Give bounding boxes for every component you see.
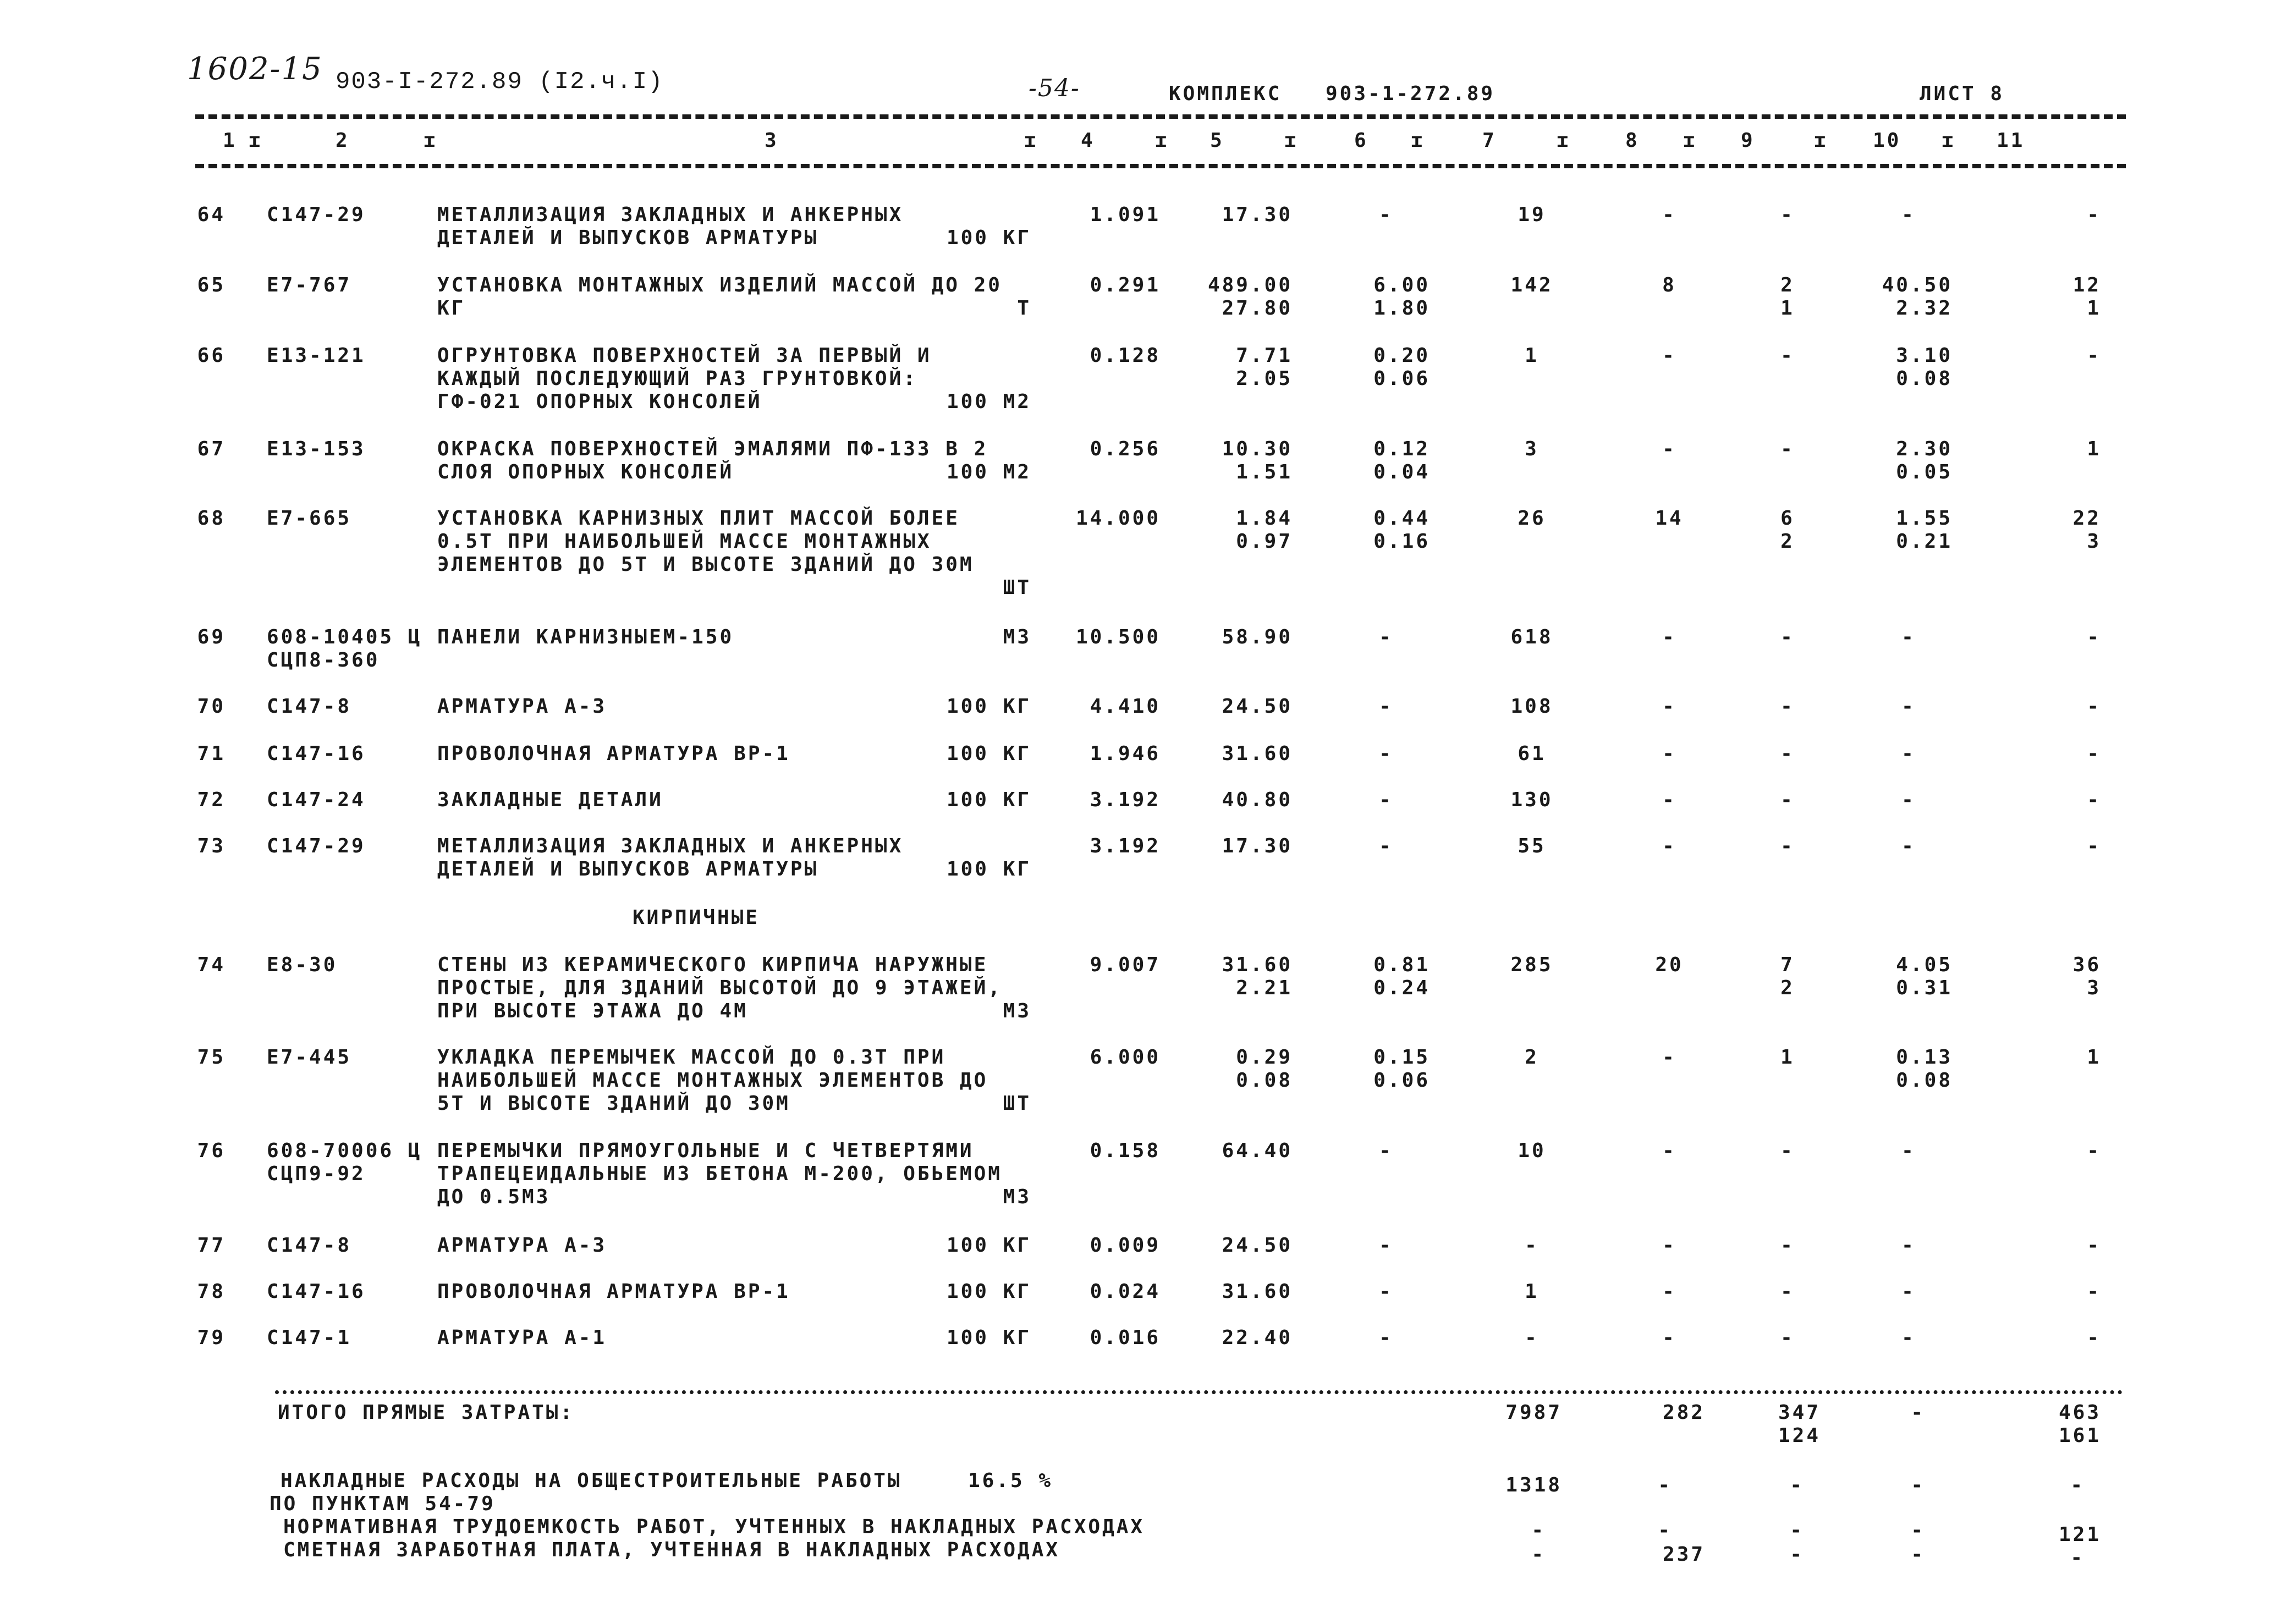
- column-header: 5: [1210, 129, 1224, 152]
- row-col5: 7.71: [1236, 344, 1293, 367]
- row-col10: -: [1901, 835, 1916, 857]
- row-col9: 1: [1780, 297, 1795, 320]
- row-description: СЛОЯ ОПОРНЫХ КОНСОЛЕЙ: [437, 461, 734, 483]
- row-unit: 100 КГ: [946, 227, 1031, 249]
- row-col7: 10: [1518, 1139, 1546, 1162]
- wages-col10: -: [1911, 1543, 1925, 1566]
- row-col9: -: [1780, 626, 1795, 648]
- row-col8: -: [1662, 1139, 1676, 1162]
- row-col9: 7: [1780, 954, 1795, 976]
- row-col7: 61: [1518, 742, 1546, 765]
- row-col11: 1: [2087, 297, 2101, 320]
- row-number: 79: [197, 1326, 226, 1349]
- row-col5: 489.00: [1207, 274, 1293, 296]
- header-rule-bottom: [195, 164, 2126, 168]
- row-description: ОКРАСКА ПОВЕРХНОСТЕЙ ЭМАЛЯМИ ПФ-133 В 2: [437, 438, 988, 460]
- row-col11: 36: [2072, 954, 2101, 976]
- row-unit: 100 КГ: [946, 789, 1031, 811]
- row-col6: 0.06: [1373, 367, 1430, 390]
- row-col6: 0.15: [1373, 1046, 1430, 1069]
- row-col10: -: [1901, 1326, 1916, 1349]
- row-col10: 2.32: [1896, 297, 1953, 320]
- row-col10: -: [1901, 695, 1916, 718]
- row-col4: 1.091: [1090, 203, 1161, 226]
- row-col5: 24.50: [1222, 695, 1293, 718]
- row-description: МЕТАЛЛИЗАЦИЯ ЗАКЛАДНЫХ И АНКЕРНЫХ: [437, 203, 904, 226]
- row-col6: 0.16: [1373, 530, 1430, 553]
- row-col7: -: [1525, 1326, 1539, 1349]
- handwritten-code: 1602-15: [187, 51, 323, 87]
- totals-col9: 347: [1778, 1401, 1821, 1424]
- row-col4: 14.000: [1075, 507, 1161, 530]
- row-col10: 0.13: [1896, 1046, 1953, 1069]
- totals-col11: 463: [2058, 1401, 2101, 1424]
- labor-col8: -: [1658, 1519, 1672, 1542]
- row-unit: Т: [1017, 297, 1031, 320]
- row-col4: 6.000: [1090, 1046, 1161, 1069]
- row-col5: 10.30: [1222, 438, 1293, 460]
- column-header: 4: [1081, 129, 1095, 152]
- row-col8: -: [1662, 1280, 1676, 1303]
- row-number: 68: [197, 507, 226, 530]
- row-col11: 1: [2087, 438, 2101, 460]
- row-code: С147-8: [267, 695, 352, 718]
- row-col11: -: [2087, 203, 2101, 226]
- row-description: ДО 0.5М3: [437, 1186, 551, 1208]
- row-col11: 3: [2087, 977, 2101, 999]
- row-col4: 0.158: [1090, 1139, 1161, 1162]
- row-col5: 58.90: [1222, 626, 1293, 648]
- row-col7: 108: [1510, 695, 1553, 718]
- row-col9: -: [1780, 835, 1795, 857]
- row-col10: 0.08: [1896, 367, 1953, 390]
- row-col6: -: [1379, 835, 1393, 857]
- row-col7: 3: [1525, 438, 1539, 460]
- row-col10: 40.50: [1882, 274, 1953, 296]
- row-number: 66: [197, 344, 226, 367]
- row-col9: 1: [1780, 1046, 1795, 1069]
- row-col6: 1.80: [1373, 297, 1430, 320]
- row-col6: 0.12: [1373, 438, 1430, 460]
- labor-label: НОРМАТИВНАЯ ТРУДОЕМКОСТЬ РАБОТ, УЧТЕННЫХ В НАКЛАДНЫХ РАСХОДАХ: [283, 1516, 1145, 1538]
- row-col6: -: [1379, 1139, 1393, 1162]
- overhead-col10: -: [1911, 1474, 1925, 1496]
- row-col6: 0.04: [1373, 461, 1430, 483]
- row-col11: -: [2087, 1234, 2101, 1257]
- row-col11: 12: [2072, 274, 2101, 296]
- row-col11: -: [2087, 626, 2101, 648]
- row-code: С147-29: [267, 203, 366, 226]
- row-code: С147-16: [267, 1280, 366, 1303]
- row-col4: 3.192: [1090, 789, 1161, 811]
- row-col8: -: [1662, 835, 1676, 857]
- row-col10: -: [1901, 1139, 1916, 1162]
- row-col10: -: [1901, 626, 1916, 648]
- wages-label: СМЕТНАЯ ЗАРАБОТНАЯ ПЛАТА, УЧТЕННАЯ В НАКЛАДНЫХ РАСХОДАХ: [283, 1539, 1060, 1561]
- row-description: ПРОВОЛОЧНАЯ АРМАТУРА ВР-1: [437, 1280, 790, 1303]
- row-description: ЗАКЛАДНЫЕ ДЕТАЛИ: [437, 789, 663, 811]
- row-unit: ШТ: [1003, 1092, 1031, 1115]
- row-col5: 17.30: [1222, 835, 1293, 857]
- row-col7: 55: [1518, 835, 1546, 857]
- row-unit: ШТ: [1003, 576, 1031, 599]
- row-col10: -: [1901, 1234, 1916, 1257]
- row-description: ДЕТАЛЕЙ И ВЫПУСКОВ АРМАТУРЫ: [437, 858, 819, 880]
- row-col4: 1.946: [1090, 742, 1161, 765]
- row-col9: -: [1780, 1139, 1795, 1162]
- row-unit: М3: [1003, 1186, 1031, 1208]
- wages-col11: -: [2070, 1546, 2085, 1569]
- row-unit: 100 КГ: [946, 858, 1031, 880]
- row-col4: 4.410: [1090, 695, 1161, 718]
- wages-col7: -: [1531, 1543, 1546, 1566]
- row-description: ГФ-021 ОПОРНЫХ КОНСОЛЕЙ: [437, 390, 762, 413]
- totals-col8: 282: [1662, 1401, 1705, 1424]
- row-col7: 142: [1510, 274, 1553, 296]
- column-header: 1: [223, 129, 237, 152]
- row-code: С147-8: [267, 1234, 352, 1257]
- row-col4: 0.016: [1090, 1326, 1161, 1349]
- row-description: АРМАТУРА А-3: [437, 1234, 607, 1257]
- project-code: 903-I-272.89 (I2.ч.I): [336, 68, 664, 96]
- row-col11: 22: [2072, 507, 2101, 530]
- sheet-label: ЛИСТ 8: [1920, 82, 2005, 105]
- overhead-col8: -: [1658, 1474, 1672, 1496]
- row-col5: 0.97: [1236, 530, 1293, 553]
- row-description: НАИБОЛЬШЕЙ МАССЕ МОНТАЖНЫХ ЭЛЕМЕНТОВ ДО: [437, 1069, 988, 1092]
- row-col11: -: [2087, 344, 2101, 367]
- row-col9: 2: [1780, 977, 1795, 999]
- row-col6: -: [1379, 1234, 1393, 1257]
- row-col5: 0.08: [1236, 1069, 1293, 1092]
- row-col8: 20: [1655, 954, 1684, 976]
- page-mark: -54-: [1029, 74, 1080, 102]
- row-code: Е7-445: [267, 1046, 352, 1069]
- row-col11: 1: [2087, 1046, 2101, 1069]
- row-unit: 100 КГ: [946, 1234, 1031, 1257]
- row-description: УСТАНОВКА МОНТАЖНЫХ ИЗДЕЛИЙ МАССОЙ ДО 20: [437, 274, 1002, 296]
- row-col6: 0.44: [1373, 507, 1430, 530]
- row-col7: 285: [1510, 954, 1553, 976]
- row-col8: 8: [1662, 274, 1676, 296]
- row-col9: 2: [1780, 274, 1795, 296]
- row-description: УКЛАДКА ПЕРЕМЫЧЕК МАССОЙ ДО 0.3Т ПРИ: [437, 1046, 946, 1069]
- row-col4: 0.291: [1090, 274, 1161, 296]
- row-col7: 1: [1525, 344, 1539, 367]
- row-col9: -: [1780, 742, 1795, 765]
- row-col10: -: [1901, 1280, 1916, 1303]
- overhead-label: НАКЛАДНЫЕ РАСХОДЫ НА ОБЩЕСТРОИТЕЛЬНЫЕ РАБОТЫ: [281, 1469, 902, 1492]
- row-col8: -: [1662, 344, 1676, 367]
- row-description: КАЖДЫЙ ПОСЛЕДУЮЩИЙ РАЗ ГРУНТОВКОЙ:: [437, 367, 917, 390]
- row-description: ЭЛЕМЕНТОВ ДО 5Т И ВЫСОТЕ ЗДАНИЙ ДО 30М: [437, 553, 974, 576]
- row-col7: 618: [1510, 626, 1553, 648]
- row-col5: 27.80: [1222, 297, 1293, 320]
- row-col5: 1.84: [1236, 507, 1293, 530]
- row-description: ПРОСТЫЕ, ДЛЯ ЗДАНИЙ ВЫСОТОЙ ДО 9 ЭТАЖЕЙ,: [437, 977, 1002, 999]
- row-number: 64: [197, 203, 226, 226]
- row-description: ПАНЕЛИ КАРНИЗНЫЕМ-150: [437, 626, 734, 648]
- totals-col9: 124: [1778, 1424, 1821, 1447]
- row-col6: 0.81: [1373, 954, 1430, 976]
- row-col5: 2.05: [1236, 367, 1293, 390]
- row-description: ТРАПЕЦЕИДАЛЬНЫЕ ИЗ БЕТОНА М-200, ОБЬЕМОМ: [437, 1163, 1002, 1185]
- row-number: 69: [197, 626, 226, 648]
- row-col8: -: [1662, 789, 1676, 811]
- column-header: 7: [1482, 129, 1497, 152]
- row-col10: 0.21: [1896, 530, 1953, 553]
- column-header: 2: [336, 129, 350, 152]
- row-col11: -: [2087, 695, 2101, 718]
- row-col7: 1: [1525, 1280, 1539, 1303]
- row-col10: -: [1901, 742, 1916, 765]
- row-code: Е7-767: [267, 274, 352, 296]
- row-col8: -: [1662, 695, 1676, 718]
- row-col10: -: [1901, 203, 1916, 226]
- row-col6: -: [1379, 695, 1393, 718]
- row-col9: -: [1780, 1234, 1795, 1257]
- row-col4: 0.128: [1090, 344, 1161, 367]
- row-col5: 31.60: [1222, 954, 1293, 976]
- row-number: 75: [197, 1046, 226, 1069]
- row-col6: 0.24: [1373, 977, 1430, 999]
- row-col8: 14: [1655, 507, 1684, 530]
- row-col9: -: [1780, 344, 1795, 367]
- row-col5: 1.51: [1236, 461, 1293, 483]
- row-description: ПРИ ВЫСОТЕ ЭТАЖА ДО 4М: [437, 1000, 748, 1022]
- row-col5: 17.30: [1222, 203, 1293, 226]
- row-code: СЦП9-92: [267, 1163, 366, 1185]
- overhead-col11: -: [2070, 1474, 2085, 1496]
- row-unit: 100 М2: [946, 390, 1031, 413]
- row-col4: 9.007: [1090, 954, 1161, 976]
- labor-col10: -: [1911, 1519, 1925, 1542]
- column-header: 8: [1625, 129, 1640, 152]
- row-code: Е13-153: [267, 438, 366, 460]
- row-col9: -: [1780, 695, 1795, 718]
- row-col5: 64.40: [1222, 1139, 1293, 1162]
- row-col4: 10.500: [1075, 626, 1161, 648]
- row-col6: -: [1379, 626, 1393, 648]
- row-col7: -: [1525, 1234, 1539, 1257]
- row-unit: 100 КГ: [946, 695, 1031, 718]
- row-col10: 0.08: [1896, 1069, 1953, 1092]
- column-header: 6: [1354, 129, 1368, 152]
- row-code: СЦП8-360: [267, 649, 380, 671]
- row-description: ПРОВОЛОЧНАЯ АРМАТУРА ВР-1: [437, 742, 790, 765]
- row-unit: 100 М2: [946, 461, 1031, 483]
- row-description: МЕТАЛЛИЗАЦИЯ ЗАКЛАДНЫХ И АНКЕРНЫХ: [437, 835, 904, 857]
- row-col7: 2: [1525, 1046, 1539, 1069]
- row-col8: -: [1662, 626, 1676, 648]
- row-col10: 3.10: [1896, 344, 1953, 367]
- row-code: 608-70006 Ц: [267, 1139, 422, 1162]
- labor-col9: -: [1790, 1519, 1804, 1542]
- row-col8: -: [1662, 1326, 1676, 1349]
- row-col5: 31.60: [1222, 742, 1293, 765]
- row-col10: 2.30: [1896, 438, 1953, 460]
- row-col7: 130: [1510, 789, 1553, 811]
- row-number: 70: [197, 695, 226, 718]
- row-description: АРМАТУРА А-3: [437, 695, 607, 718]
- labor-col7: -: [1531, 1519, 1546, 1542]
- row-unit: М3: [1003, 1000, 1031, 1022]
- row-col10: 0.05: [1896, 461, 1953, 483]
- row-col6: -: [1379, 789, 1393, 811]
- row-col4: 0.256: [1090, 438, 1161, 460]
- row-col8: -: [1662, 1046, 1676, 1069]
- row-col6: 0.20: [1373, 344, 1430, 367]
- row-number: 76: [197, 1139, 226, 1162]
- row-col11: 3: [2087, 530, 2101, 553]
- row-number: 78: [197, 1280, 226, 1303]
- row-col5: 22.40: [1222, 1326, 1293, 1349]
- row-col8: -: [1662, 1234, 1676, 1257]
- row-unit: 100 КГ: [946, 1280, 1031, 1303]
- row-col4: 0.024: [1090, 1280, 1161, 1303]
- row-col9: -: [1780, 1326, 1795, 1349]
- complex-code: 903-1-272.89: [1326, 82, 1496, 105]
- totals-label: ИТОГО ПРЯМЫЕ ЗАТРАТЫ:: [278, 1401, 575, 1424]
- row-unit: М3: [1003, 626, 1031, 648]
- row-number: 74: [197, 954, 226, 976]
- row-number: 72: [197, 789, 226, 811]
- row-col5: 24.50: [1222, 1234, 1293, 1257]
- labor-col11: 121: [2058, 1523, 2101, 1546]
- column-header: 9: [1741, 129, 1755, 152]
- row-col6: -: [1379, 203, 1393, 226]
- row-col8: -: [1662, 203, 1676, 226]
- totals-col10: -: [1911, 1401, 1925, 1424]
- row-col6: -: [1379, 742, 1393, 765]
- row-col4: 0.009: [1090, 1234, 1161, 1257]
- wages-col9: -: [1790, 1543, 1804, 1566]
- row-col9: -: [1780, 203, 1795, 226]
- row-description: ОГРУНТОВКА ПОВЕРХНОСТЕЙ ЗА ПЕРВЫЙ И: [437, 344, 932, 367]
- row-description: ДЕТАЛЕЙ И ВЫПУСКОВ АРМАТУРЫ: [437, 227, 819, 249]
- row-code: С147-1: [267, 1326, 352, 1349]
- overhead-col7: 1318: [1505, 1474, 1562, 1496]
- column-header: 11: [1997, 129, 2025, 152]
- row-description: АРМАТУРА А-1: [437, 1326, 607, 1349]
- row-col8: -: [1662, 438, 1676, 460]
- header-rule-top: [195, 114, 2126, 119]
- column-header: 10: [1873, 129, 1901, 152]
- row-col10: 0.31: [1896, 977, 1953, 999]
- row-col11: -: [2087, 1139, 2101, 1162]
- row-code: Е8-30: [267, 954, 338, 976]
- row-number: 73: [197, 835, 226, 857]
- row-code: С147-24: [267, 789, 366, 811]
- totals-rule: [275, 1390, 2123, 1394]
- row-col9: -: [1780, 789, 1795, 811]
- row-description: ПЕРЕМЫЧКИ ПРЯМОУГОЛЬНЫЕ И С ЧЕТВЕРТЯМИ: [437, 1139, 974, 1162]
- row-col11: -: [2087, 789, 2101, 811]
- overhead-col9: -: [1790, 1474, 1804, 1496]
- row-col6: -: [1379, 1326, 1393, 1349]
- row-unit: 100 КГ: [946, 1326, 1031, 1349]
- totals-col11: 161: [2058, 1424, 2101, 1447]
- row-description: 0.5Т ПРИ НАИБОЛЬШЕЙ МАССЕ МОНТАЖНЫХ: [437, 530, 932, 553]
- row-col9: 6: [1780, 507, 1795, 530]
- wages-col8: 237: [1662, 1543, 1705, 1566]
- row-col5: 0.29: [1236, 1046, 1293, 1069]
- row-col11: -: [2087, 742, 2101, 765]
- row-number: 67: [197, 438, 226, 460]
- row-col6: 0.06: [1373, 1069, 1430, 1092]
- complex-label: КОМПЛЕКС: [1169, 82, 1282, 105]
- row-col4: 3.192: [1090, 835, 1161, 857]
- section-title: КИРПИЧНЫЕ: [633, 906, 760, 929]
- row-col9: -: [1780, 438, 1795, 460]
- row-col9: -: [1780, 1280, 1795, 1303]
- row-code: С147-16: [267, 742, 366, 765]
- overhead-percent: 16.5 %: [968, 1469, 1053, 1492]
- row-col10: 4.05: [1896, 954, 1953, 976]
- row-number: 77: [197, 1234, 226, 1257]
- row-number: 71: [197, 742, 226, 765]
- row-number: 65: [197, 274, 226, 296]
- row-col5: 40.80: [1222, 789, 1293, 811]
- row-code: С147-29: [267, 835, 366, 857]
- row-col5: 2.21: [1236, 977, 1293, 999]
- row-col6: -: [1379, 1280, 1393, 1303]
- row-col10: 1.55: [1896, 507, 1953, 530]
- row-col5: 31.60: [1222, 1280, 1293, 1303]
- row-code: 608-10405 Ц: [267, 626, 422, 648]
- row-code: Е13-121: [267, 344, 366, 367]
- row-col8: -: [1662, 742, 1676, 765]
- row-col11: -: [2087, 1326, 2101, 1349]
- row-description: 5Т И ВЫСОТЕ ЗДАНИЙ ДО 30М: [437, 1092, 790, 1115]
- row-col10: -: [1901, 789, 1916, 811]
- row-col6: 6.00: [1373, 274, 1430, 296]
- row-unit: 100 КГ: [946, 742, 1031, 765]
- row-col11: -: [2087, 1280, 2101, 1303]
- overhead-items: ПО ПУНКТАМ 54-79: [270, 1493, 496, 1515]
- row-description: УСТАНОВКА КАРНИЗНЫХ ПЛИТ МАССОЙ БОЛЕЕ: [437, 507, 960, 530]
- row-col7: 19: [1518, 203, 1546, 226]
- column-header: 3: [765, 129, 779, 152]
- totals-col7: 7987: [1505, 1401, 1562, 1424]
- row-col11: -: [2087, 835, 2101, 857]
- row-code: Е7-665: [267, 507, 352, 530]
- row-col9: 2: [1780, 530, 1795, 553]
- row-col7: 26: [1518, 507, 1546, 530]
- row-description: КГ: [437, 297, 466, 320]
- row-description: СТЕНЫ ИЗ КЕРАМИЧЕСКОГО КИРПИЧА НАРУЖНЫЕ: [437, 954, 988, 976]
